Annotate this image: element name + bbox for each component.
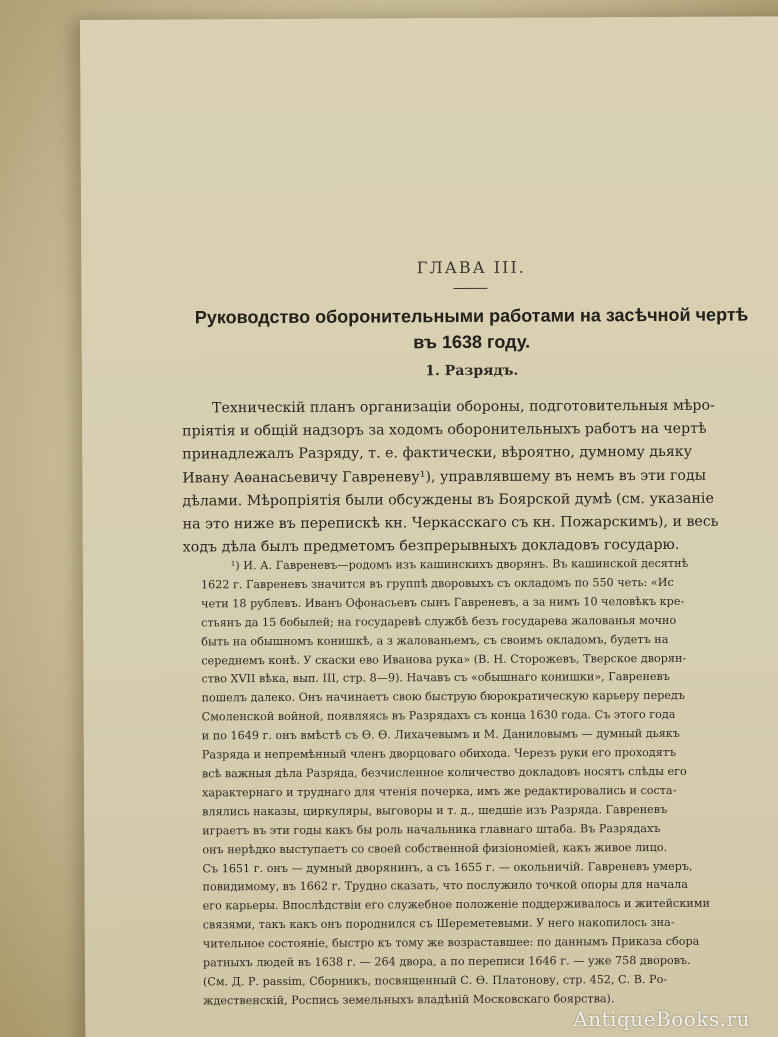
footnote-line: (См. Д. Р. passim, Сборникъ, посвященный С. Ѳ. Платонову, стр. 452, С. В. Ро- <box>203 972 668 989</box>
footnote <box>201 555 733 1012</box>
footnote-line: ство XVII вѣка, вып. III, стр. 8—9). Начавъ съ «обышнаго конишки», Гавреневъ <box>201 670 670 686</box>
footnote-line: играетъ въ эти годы какъ бы роль начальника главнаго штаба. Въ Разрядахъ <box>202 821 661 838</box>
book-page <box>80 16 778 1037</box>
paragraph-line: Техническій планъ организаціи обороны, подготовительныя мѣро- <box>211 397 715 417</box>
paragraph-line: на это ниже въ перепискѣ кн. Черкасскаго съ кн. Пожарскимъ), и весь <box>182 513 719 533</box>
footnote-line: пошелъ далеко. Онъ начинаетъ свою быструю бюрократическую карьеру передъ <box>201 689 686 705</box>
footnote-line: влялись наказы, циркуляры, выговоры и т. д., шедшіе изъ Разряда. Гавреневъ <box>202 802 668 819</box>
footnote-line: онъ нерѣдко выступаетъ со своей собственной физіономіей, какъ живое лицо. <box>202 840 668 856</box>
footnote-line: середнемъ конѣ. У скаски ево Иванова рука» (В. Н. Сторожевъ, Тверское дворян- <box>201 651 687 667</box>
heading-rule <box>453 288 487 289</box>
footnote-line: характернаго и труднаго для чтенія почерка, имъ же редактировались и соста- <box>202 783 677 800</box>
footnote-line: стьянъ да 15 бобылей; на государевѣ службѣ безъ государева жалованья мочно <box>201 613 677 630</box>
footnote-line: быть на обышномъ конишкѣ, а з жалованьемъ, съ своимъ окладомъ, будетъ на <box>201 632 669 648</box>
chapter-title-line-2: въ 1638 году. <box>413 331 531 353</box>
footnote-line: ¹) И. А. Гавреневъ—родомъ изъ кашинскихъ дворянъ. Въ кашинской десятнѣ <box>230 556 689 573</box>
section-heading: 1. Разрядъ. <box>425 362 519 380</box>
body-paragraph <box>182 395 731 560</box>
chapter-title-line-1: Руководство оборонительными работами на засѣчной чертѣ <box>194 304 749 328</box>
footnote-line: Разряда и непремѣнный членъ дворцоваго обихода. Черезъ руки его проходятъ <box>201 745 677 762</box>
paragraph-line: пріятія и общій надзоръ за ходомъ оборонительныхъ работъ на чертѣ <box>182 420 707 440</box>
footnote-line: Съ 1651 г. онъ — думный дворянинъ, а съ 1655 г. — окольничій. Гавреневъ умеръ, <box>202 859 693 875</box>
footnote-line: и по 1649 г. онъ вмѣстѣ съ Ѳ. Ѳ. Лихачевымъ и М. Даниловымъ — думный дьякъ <box>201 727 680 743</box>
footnote-line: ратныхъ людей въ 1638 г. — 264 двора, а по переписи 1646 г. — уже 758 дворовъ. <box>202 953 691 970</box>
chapter-heading: ГЛАВА III. <box>416 257 526 278</box>
footnote-line: чительное состояніе, быстро къ тому же возраставшее: по даннымъ Приказа сбора <box>202 934 700 951</box>
page-text <box>180 16 760 1008</box>
footnote-line: ждественскій, Роспись земельныхъ владѣній Московскаго боярства). <box>203 992 615 1008</box>
chapter-title <box>181 301 761 356</box>
watermark: AntiqueBooks.ru <box>573 1007 750 1031</box>
paragraph-line: дѣлами. Мѣропріятія были обсуждены въ Боярской думѣ (см. указаніе <box>182 490 714 510</box>
footnote-line: связями, такъ какъ онъ породнился съ Шереметевыми. У него накопилось зна- <box>202 916 675 932</box>
paragraph-line: Ивану Аѳанасьевичу Гавреневу¹), управлявшему въ немъ въ эти годы <box>182 467 707 487</box>
footnote-line: Смоленской войной, появляясь въ Разрядахъ съ конца 1630 года. Съ этого года <box>201 708 676 724</box>
paragraph-line: принадлежалъ Разряду, т. е. фактически, вѣроятно, думному дьяку <box>182 444 693 463</box>
footnote-line: его карьеры. Впослѣдствіи его служебное положеніе поддерживалось и житейскими <box>202 897 710 913</box>
footnote-line: повидимому, въ 1662 г. Трудно сказать, что послужило точкой опоры для начала <box>202 878 688 894</box>
footnote-line: чети 18 рублевъ. Иванъ Офонасьевъ сынъ Гавреневъ, а за нимъ 10 человѣкъ кре- <box>201 594 685 611</box>
paragraph-line: ходъ дѣла былъ предметомъ безпрерывныхъ докладовъ государю. <box>182 537 680 556</box>
footnote-line: всѣ важныя дѣла Разряда, безчисленное количество докладовъ носятъ слѣды его <box>201 764 687 781</box>
footnote-line: 1622 г. Гавреневъ значится въ группѣ дворовыхъ съ окладомъ по 550 четь: «Ис <box>200 575 674 592</box>
